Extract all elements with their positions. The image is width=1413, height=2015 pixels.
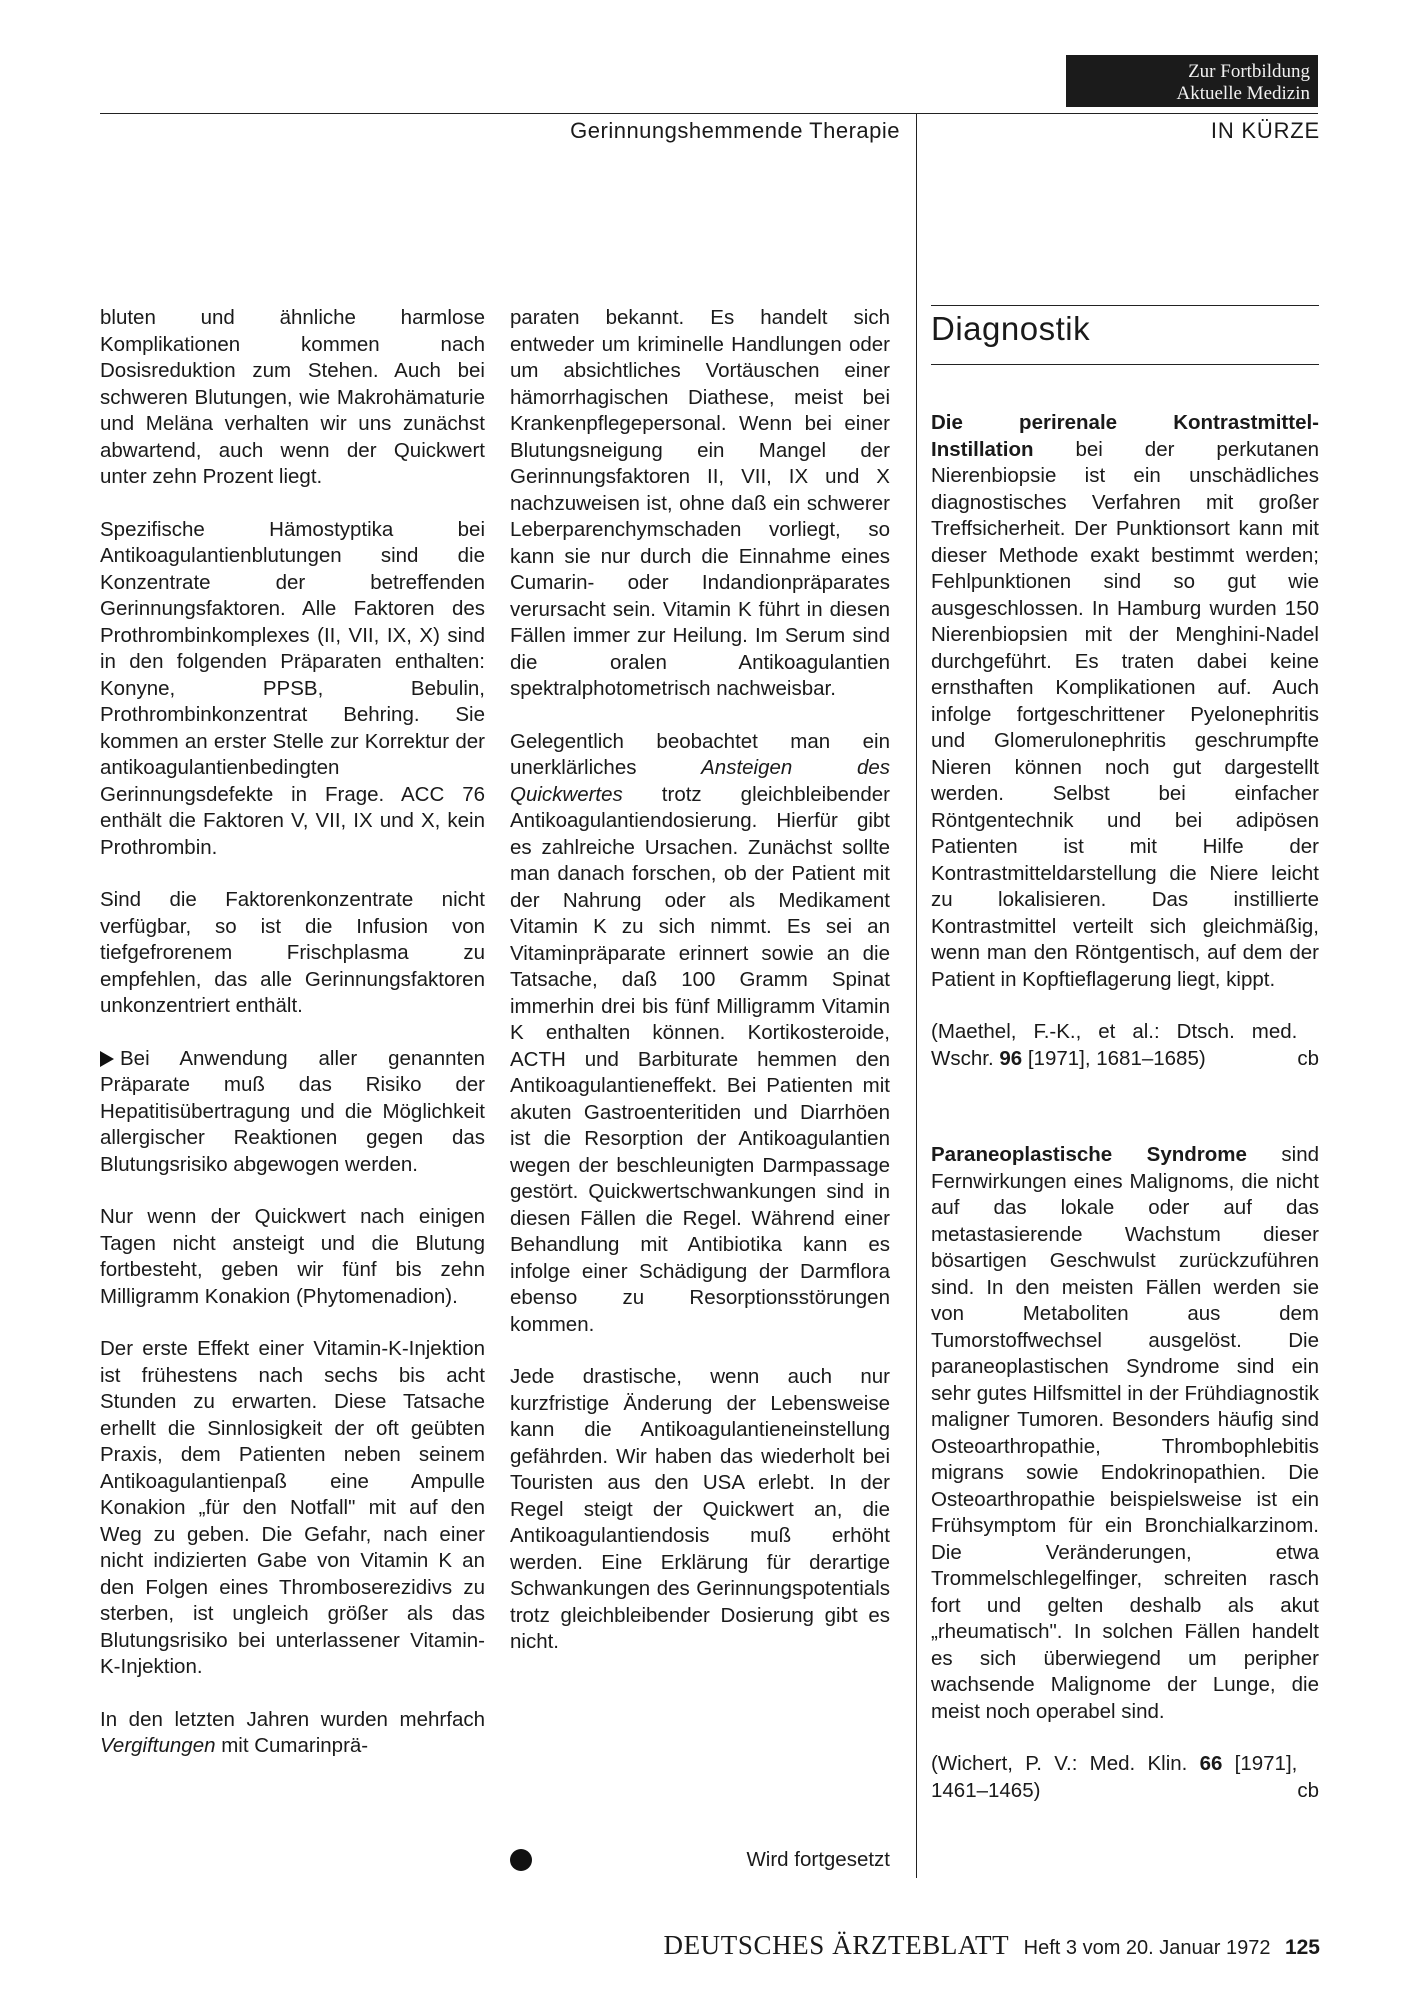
continued-note	[510, 1848, 890, 1872]
paragraph: paraten bekannt. Es handelt sich entweder um kriminelle Handlungen oder um absichtliches Vortäuschen einer hämorrhagischen Diathese, meist bei Krankenpflegepersonal. Wenn bei einer Blutungsneigung ein Mangel der Gerinnungsfaktoren II, VII, IX und X nachzuweisen ist, ohne daß ein schwerer Leberparenchymschaden vorliegt, so kann sie nur durch die Einnahme eines Cumarin- oder Indandionpräparates verursacht sein. Vitamin K führt in diesen Fällen immer zur Heilung. Im Serum sind die oralen Antikoagulantien spektralphotometrisch nachweisbar.	[510, 306, 890, 700]
abstract-text: bei der perkutanen Nierenbiopsie ist ein unschädliches diagnostisches Verfahren mit großer Treffsicherheit. Der Punktionsort kann mit dieser Methode exakt bestimmt werden; Fehlpunktionen sind so gut wie ausgeschlossen. In Hamburg wurden 150 Nierenbiopsien mit der Menghini-Nadel durchgeführt. Es traten dabei keine ernsthaften Komplikationen auf. Auch infolge fortgeschrittener Pyelonephritis und Glomerulonephritis geschrumpfte Nieren können noch gut dargestellt werden. Selbst bei einfacher Röntgentechnik und bei adipösen Patienten ist mit Hilfe der Kontrastmitteldarstellung die Niere leicht zu lokalisieren. Das instillierte Kontrastmittel verteilt sich gleichmäßig, wenn man den Röntgentisch, auf dem der Patient in Kopftieflagerung liegt, kippt.	[931, 437, 1319, 991]
column-divider	[916, 113, 917, 1878]
journal-name: DEUTSCHES ÄRZTEBLATT	[663, 1930, 1010, 1960]
column-2	[510, 305, 890, 1656]
paragraph: Sind die Faktorenkonzentrate nicht verfügbar, so ist die Infusion von tiefgefrorenem Frischplasma zu empfehlen, das alle Gerinnungsfaktoren unkonzentriert enthält.	[100, 888, 485, 1017]
badge-line1: Zur Fortbildung	[1188, 61, 1310, 82]
running-head-right: IN KÜRZE	[1210, 118, 1320, 143]
abstract-item	[931, 1142, 1319, 1725]
citation	[931, 1751, 1319, 1804]
arrow-icon	[100, 1051, 114, 1067]
abstract-text: sind Fernwirkungen eines Malignoms, die nicht auf das lokale oder auf das metastasierende Wachstum dieser bösartigen Geschwulst zurückzuführen sind. In den meisten Fällen werden sie von Metaboliten aus dem Tumorstoffwechsel ausgelöst. Die paraneoplastischen Syndrome sind ein sehr gutes Hilfsmittel in der Frühdiagnostik maligner Tumoren. Besonders häufig sind Osteoarthropathie, Thrombophlebitis migrans sowie Endokrinopathien. Die Osteoarthropathie beispielsweise ist ein Frühsymptom für ein Bronchialkarzinom. Die Veränderungen, etwa Trommelschlegelfinger, schreiten rasch fort und gelten deshalb als akut „rheumatisch". In solchen Fällen handelt es sich überwiegend um peripher wachsende Malignome der Lunge, die meist noch operabel sind.	[931, 1143, 1319, 1723]
paragraph	[510, 729, 890, 1339]
abstract-lead: Die perirenale Kontrastmittel-Instillation	[931, 411, 1319, 461]
paragraph-arrow	[100, 1046, 485, 1179]
citation	[931, 1019, 1319, 1072]
abstract-lead: Paraneoplastische Syndrome	[931, 1143, 1247, 1166]
header-rule	[100, 113, 1318, 114]
abstract-item	[931, 410, 1319, 993]
emphasis: Vergiftungen	[100, 1734, 216, 1757]
citation-text	[931, 1751, 1297, 1804]
continued-text: Wird fortgesetzt	[746, 1848, 890, 1871]
text: trotz gleichbleibender Antikoagulantiendosierung. Hierfür gibt es zahlreiche Ursachen. Zunächst sollte man danach forschen, ob der Patient mit der Nahrung oder als Medikament Vitamin K zu sich nimmt. Es sei an Vitaminpräparate erinnert sowie an die Tatsache, daß 100 Gramm Spinat immerhin drei bis fünf Milligramm Vitamin K enthalten können. Kortikosteroide, ACTH und Barbiturate hemmen den Antikoagulantieneffekt. Bei Patienten mit akuten Gastroenteritiden und Diarrhöen ist die Resorption der Antikoagulantien wegen der beschleunigten Darmpassage gestört. Quickwertschwankungen sind in diesen Fällen die Regel. Während einer Behandlung mit Antibiotika kann es infolge einer Schädigung der Darmflora ebenso zu Resorptionsstörungen kommen.	[510, 782, 890, 1336]
section-rule-bottom	[931, 364, 1319, 365]
page-footer	[560, 1930, 1320, 1961]
citation-part: [1971], 1681–1685)	[1022, 1046, 1206, 1070]
citation-text	[931, 1019, 1297, 1072]
citation-volume: 96	[999, 1046, 1023, 1070]
citation-part: (Wichert, P. V.: Med. Klin.	[931, 1752, 1200, 1775]
paragraph: Spezifische Hämostyptika bei Antikoagulantienblutungen sind die Konzentrate der betreffenden Gerinnungsfaktoren. Alle Faktoren des Prothrombinkomplexes (II, VII, IX, X) sind in den folgenden Präparaten enthalten: Konyne, PPSB, Bebulin, Prothrombinkonzentrat Behring. Sie kommen an erster Stelle zur Korrektur der antikoagulantienbedingten Gerinnungsdefekte in Frage. ACC 76 enthält die Faktoren V, VII, IX und X, kein Prothrombin.	[100, 517, 485, 859]
emphasis: Ansteigen des Quickwertes	[510, 756, 890, 806]
section-rule-top	[931, 305, 1319, 306]
section-title: Diagnostik	[931, 310, 1091, 347]
column-1	[100, 305, 485, 1760]
paragraph	[100, 1707, 485, 1760]
page-number: 125	[1284, 1936, 1320, 1959]
citation-part: (Maethel, F.-K., et al.: Dtsch. med. Wschr.	[931, 1020, 1298, 1070]
citation-volume: 66	[1199, 1752, 1223, 1775]
citation-part: [1971], 1461–1465)	[931, 1752, 1298, 1802]
text: Gelegentlich beobachtet man ein unerklärliches	[510, 729, 890, 779]
column-3	[931, 410, 1319, 1804]
paragraph: Nur wenn der Quickwert nach einigen Tagen nicht ansteigt und die Blutung fortbesteht, geben wir fünf bis zehn Milligramm Konakion (Phytomenadion).	[100, 1205, 485, 1308]
paragraph: Jede drastische, wenn auch nur kurzfristige Änderung der Lebensweise kann die Antikoagulantieneinstellung gefährden. Wir haben das wiederholt bei Touristen aus den USA erlebt. In der Regel steigt der Quickwert an, die Antikoagulantiendosis muß erhöht werden. Eine Erklärung für derartige Schwankungen des Gerinnungspotentials trotz gleichbleibender Dosierung gibt es nicht.	[510, 1365, 890, 1653]
author-tag: cb	[1297, 1778, 1319, 1802]
issue-info: Heft 3 vom 20. Januar 1972	[1023, 1937, 1271, 1959]
badge-line2: Aktuelle Medizin	[1176, 83, 1310, 104]
author-tag: cb	[1297, 1046, 1319, 1070]
section-badge	[1066, 55, 1318, 107]
paragraph: bluten und ähnliche harmlose Komplikationen kommen nach Dosisreduktion zum Stehen. Auch bei schweren Blutungen, wie Makrohämaturie und Meläna verhalten wir uns zunächst abwartend, auch wenn der Quickwert unter zehn Prozent liegt.	[100, 306, 485, 488]
running-head-left: Gerinnungshemmende Therapie	[570, 118, 900, 143]
text: In den letzten Jahren wurden mehrfach	[100, 1707, 485, 1731]
paragraph-text: Bei Anwendung aller genannten Präparate muß das Risiko der Hepatitisübertragung und die Möglichkeit allergischer Reaktionen gegen das Blutungsrisiko abgewogen werden.	[100, 1046, 485, 1176]
paragraph: Der erste Effekt einer Vitamin-K-Injektion ist frühestens nach sechs bis acht Stunden zu erwarten. Diese Tatsache erhellt die Sinnlosigkeit der oft geübten Praxis, dem Patienten neben seinem Antikoagulantienpaß eine Ampulle Konakion „für den Notfall" mit auf den Weg zu geben. Die Gefahr, nach einer nicht indizierten Gabe von Vitamin K an den Folgen eines Thromboserezidivs zu sterben, ist ungleich größer als das Blutungsrisiko bei unterlassener Vitamin-K-Injektion.	[100, 1337, 485, 1678]
text: mit Cumarinprä-	[215, 1734, 369, 1757]
bullet-dot-icon	[510, 1849, 532, 1871]
